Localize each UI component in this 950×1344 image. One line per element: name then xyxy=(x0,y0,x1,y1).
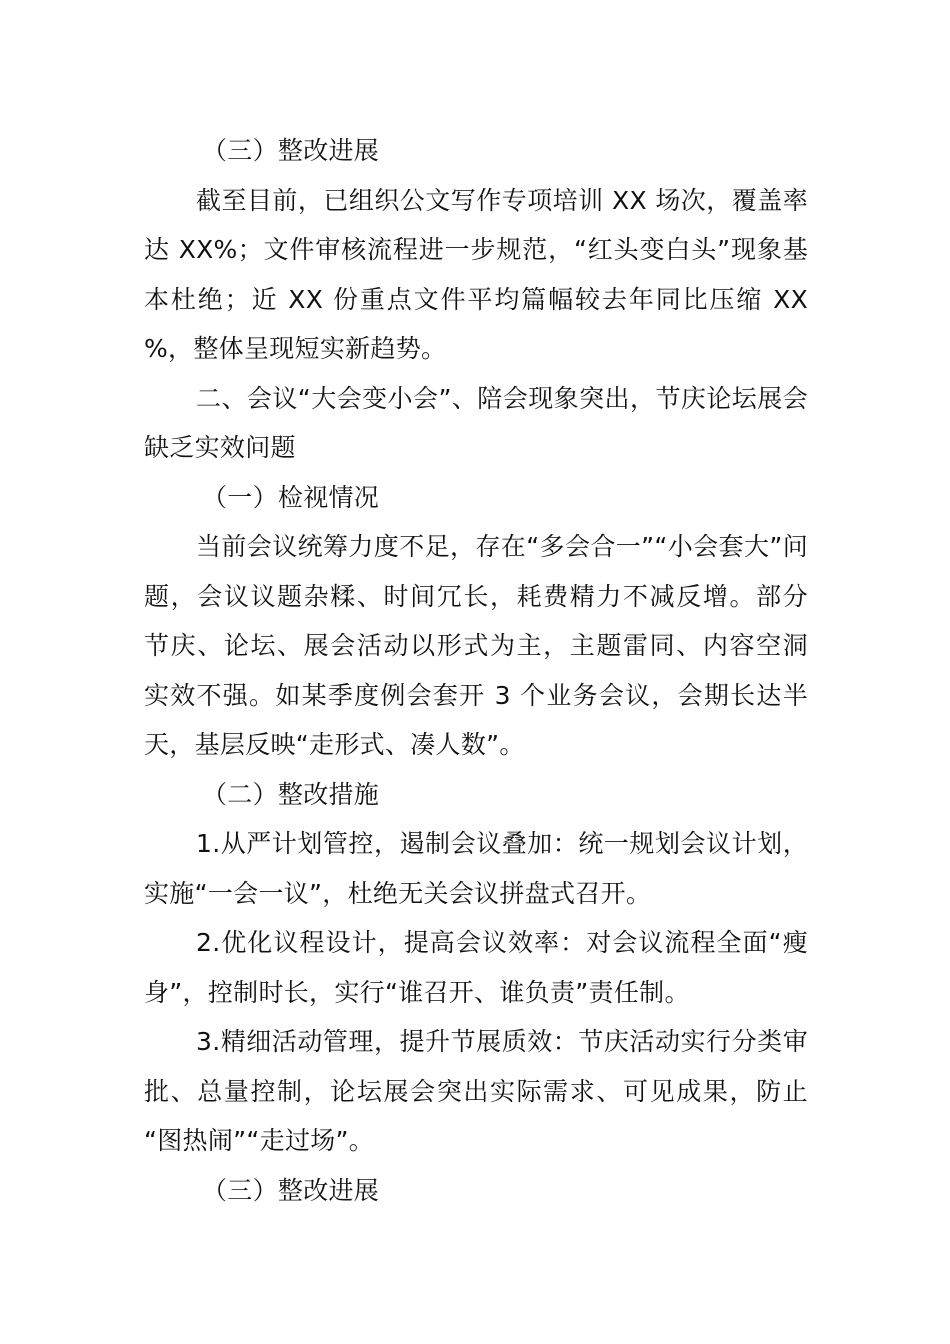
section-heading-measures: （二）整改措施 xyxy=(202,779,380,809)
measure-item-3-cont: 批、总量控制，论坛展会突出实际需求、可见成果，防止 xyxy=(144,1076,808,1106)
paragraph-line: 节庆、论坛、展会活动以形式为主，主题雷同、内容空洞 xyxy=(144,631,808,660)
paragraph-line: 题，会议议题杂糅、时间冗长，耗费精力不减反增。部分 xyxy=(144,581,808,611)
paragraph-line: %，整体呈现短实新趋势。 xyxy=(144,334,447,363)
paragraph-line: 当前会议统筹力度不足，存在“多会合一”“小会套大”问 xyxy=(196,532,808,561)
measure-item-3: 3.精细活动管理，提升节展质效：节庆活动实行分类审 xyxy=(196,1027,808,1056)
measure-item-2: 2.优化议程设计，提高会议效率：对会议流程全面“瘦 xyxy=(196,928,808,957)
document-body xyxy=(144,126,808,1215)
section-heading-progress-2: （三）整改进展 xyxy=(202,1175,380,1205)
section-heading-inspection: （一）检视情况 xyxy=(202,482,380,512)
measure-item-3-end: “图热闹”“走过场”。 xyxy=(144,1126,375,1155)
paragraph-line: 实效不强。如某季度例会套开 3 个业务会议，会期长达半 xyxy=(144,680,808,710)
paragraph-line: 天，基层反映“走形式、凑人数”。 xyxy=(144,730,525,759)
measure-item-2-cont: 身”，控制时长，实行“谁召开、谁负责”责任制。 xyxy=(144,977,690,1007)
measure-item-1: 1.从严计划管控，遏制会议叠加：统一规划会议计划， xyxy=(196,829,808,858)
section-title-meetings: 二、会议“大会变小会”、陪会现象突出，节庆论坛展会 xyxy=(196,383,808,413)
paragraph-line: 截至目前，已组织公文写作专项培训 XX 场次，覆盖率 xyxy=(196,185,808,215)
measure-item-1-cont: 实施“一会一议”，杜绝无关会议拼盘式召开。 xyxy=(144,878,652,908)
paragraph-line: 达 XX%；文件审核流程进一步规范，“红头变白头”现象基 xyxy=(144,235,808,264)
section-title-meetings-cont: 缺乏实效问题 xyxy=(144,433,296,462)
paragraph-line: 本杜绝；近 XX 份重点文件平均篇幅较去年同比压缩 XX xyxy=(144,284,808,314)
section-heading-progress: （三）整改进展 xyxy=(202,136,380,165)
